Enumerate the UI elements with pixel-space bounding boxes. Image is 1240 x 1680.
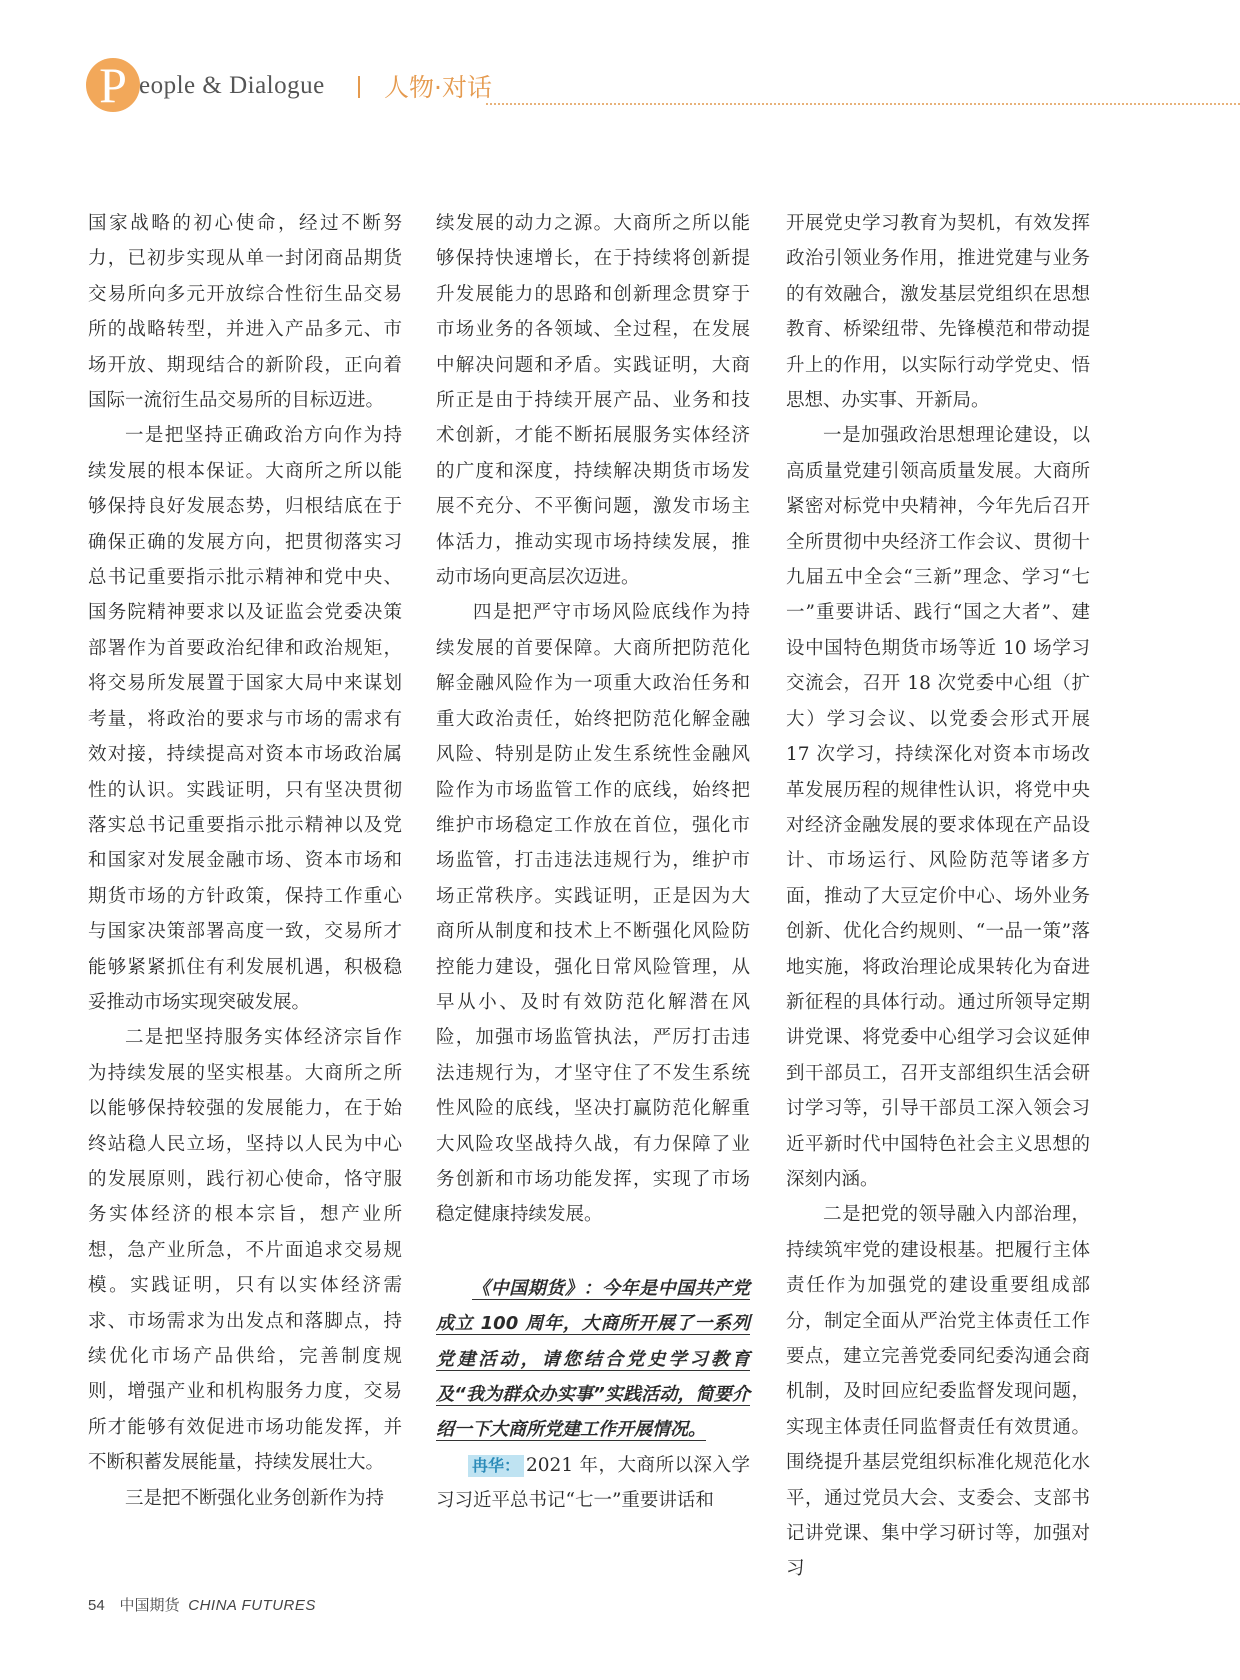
section-title-en: eople & Dialogue — [139, 72, 325, 99]
answer-paragraph — [436, 1448, 750, 1519]
logo-initial-circle: P — [86, 58, 140, 112]
magazine-name-cn: 中国期货 — [119, 1596, 180, 1614]
text-column-2 — [436, 206, 750, 1519]
interview-question — [436, 1271, 750, 1448]
paragraph: 二是把坚持服务实体经济宗旨作为持续发展的坚实根基。大商所之所以能够保持较强的发展能力，在于始终站稳人民立场，坚持以人民为中心的发展原则，践行初心使命，恪守服务实体经济的根本宗旨，想产业所想，急产业所急，不片面追求交易规模。实践证明，只有以实体经济需求、市场需求为出发点和落脚点，持续优化市场产品供给，完善制度规则，增强产业和机构服务力度，交易所才能够有效促进市场功能发挥，并不断积蓄发展能量，持续发展壮大。 — [88, 1027, 402, 1474]
paragraph: 四是把严守市场风险底线作为持续发展的首要保障。大商所把防范化解金融风险作为一项重大政治任务和重大政治责任，始终把防范化解金融风险、特别是防止发生系统性金融风险作为市场监管工作的底线，始终把维护市场稳定工作放在首位，强化市场监管，打击违法违规行为，维护市场正常秩序。实践证明，正是因为大商所从制度和技术上不断强化风险防控能力建设，强化日常风险管理，从早从小、及时有效防范化解潜在风险，加强市场监管执法，严厉打击违法违规行为，才坚守住了不发生系统性风险的底线，坚决打赢防范化解重大风险攻坚战持久战，有力保障了业务创新和市场功能发挥，实现了市场稳定健康持续发展。 — [436, 602, 750, 1226]
page-footer — [88, 1594, 316, 1615]
paragraph: 一是加强政治思想理论建设，以高质量党建引领高质量发展。大商所紧密对标党中央精神，今年先后召开全所贯彻中央经济工作会议、贯彻十九届五中全会“三新”理念、学习“七一”重要讲话、践行“国之大者”、建设中国特色期货市场等近 10 场学习交流会，召开 18 次党委中心组（扩大）学习会议、以党委会形式开展 17 次学习，持续深化对资本市场改革发展历程的规律性认识，将党中央对经济金融发展的要求体现在产品设计、市场运行、风险防范等诸多方面，推动了大豆定价中心、场外业务创新、优化合约规则、“一品一策”落地实施，将政治理论成果转化为奋进新征程的具体行动。通过所领导定期讲党课、将党委中心组学习会议延伸到干部员工，召开支部组织生活会研讨学习等，引导干部员工深入领会习近平新时代中国特色社会主义思想的深刻内涵。 — [786, 425, 1090, 1190]
header-divider — [358, 76, 360, 98]
header-dotted-rule — [486, 103, 1240, 105]
text-column-3 — [786, 206, 1090, 1587]
answer-text: 2021 年，大商所以深入学习习近平总书记“七一”重要讲话和 — [436, 1454, 750, 1512]
question-text: 《中国期货》：今年是中国共产党成立 100 周年，大商所开展了一系列党建活动，请您结合党史学习教育及“我为群众办实事”实践活动，简要介绍一下大商所党建工作开展情况。 — [436, 1277, 750, 1441]
speaker-label: 冉华： — [468, 1455, 524, 1477]
paragraph: 续发展的动力之源。大商所之所以能够保持快速增长，在于持续将创新提升发展能力的思路和创新理念贯穿于市场业务的各领域、全过程，在发展中解决问题和矛盾。实践证明，大商所正是由于持续开展产品、业务和技术创新，才能不断拓展服务实体经济的广度和深度，持续解决期货市场发展不充分、不平衡问题，激发市场主体活力，推动实现市场持续发展，推动市场向更高层次迈进。 — [436, 213, 750, 589]
text-column-1 — [88, 206, 402, 1516]
magazine-name-en: CHINA FUTURES — [188, 1597, 316, 1614]
page-header — [86, 58, 1240, 118]
paragraph: 国家战略的初心使命，经过不断努力，已初步实现从单一封闭商品期货交易所向多元开放综合性衍生品交易所的战略转型，并进入产品多元、市场开放、期现结合的新阶段，正向着国际一流衍生品交易所的目标迈进。 — [88, 213, 402, 412]
paragraph: 开展党史学习教育为契机，有效发挥政治引领业务作用，推进党建与业务的有效融合，激发基层党组织在思想教育、桥梁纽带、先锋模范和带动提升上的作用，以实际行动学党史、悟思想、办实事、开新局。 — [786, 213, 1090, 412]
paragraph: 三是把不断强化业务创新作为持 — [125, 1487, 385, 1509]
section-title-cn: 人物·对话 — [384, 73, 492, 102]
page-number: 54 — [88, 1597, 105, 1614]
paragraph: 二是把党的领导融入内部治理，持续筑牢党的建设根基。把履行主体责任作为加强党的建设重要组成部分，制定全面从严治党主体责任工作要点，建立完善党委同纪委沟通会商机制，及时回应纪委监督发现问题，实现主体责任同监督责任有效贯通。围绕提升基层党组织标准化规范化水平，通过党员大会、支委会、支部书记讲党课、集中学习研讨等，加强对习 — [786, 1204, 1090, 1580]
paragraph: 一是把坚持正确政治方向作为持续发展的根本保证。大商所之所以能够保持良好发展态势，归根结底在于确保正确的发展方向，把贯彻落实习总书记重要指示批示精神和党中央、国务院精神要求以及证监会党委决策部署作为首要政治纪律和政治规矩，将交易所发展置于国家大局中来谋划考量，将政治的要求与市场的需求有效对接，持续提高对资本市场政治属性的认识。实践证明，只有坚决贯彻落实总书记重要指示批示精神以及党和国家对发展金融市场、资本市场和期货市场的方针政策，保持工作重心与国家决策部署高度一致，交易所才能够紧紧抓住有利发展机遇，积极稳妥推动市场实现突破发展。 — [88, 425, 402, 1013]
